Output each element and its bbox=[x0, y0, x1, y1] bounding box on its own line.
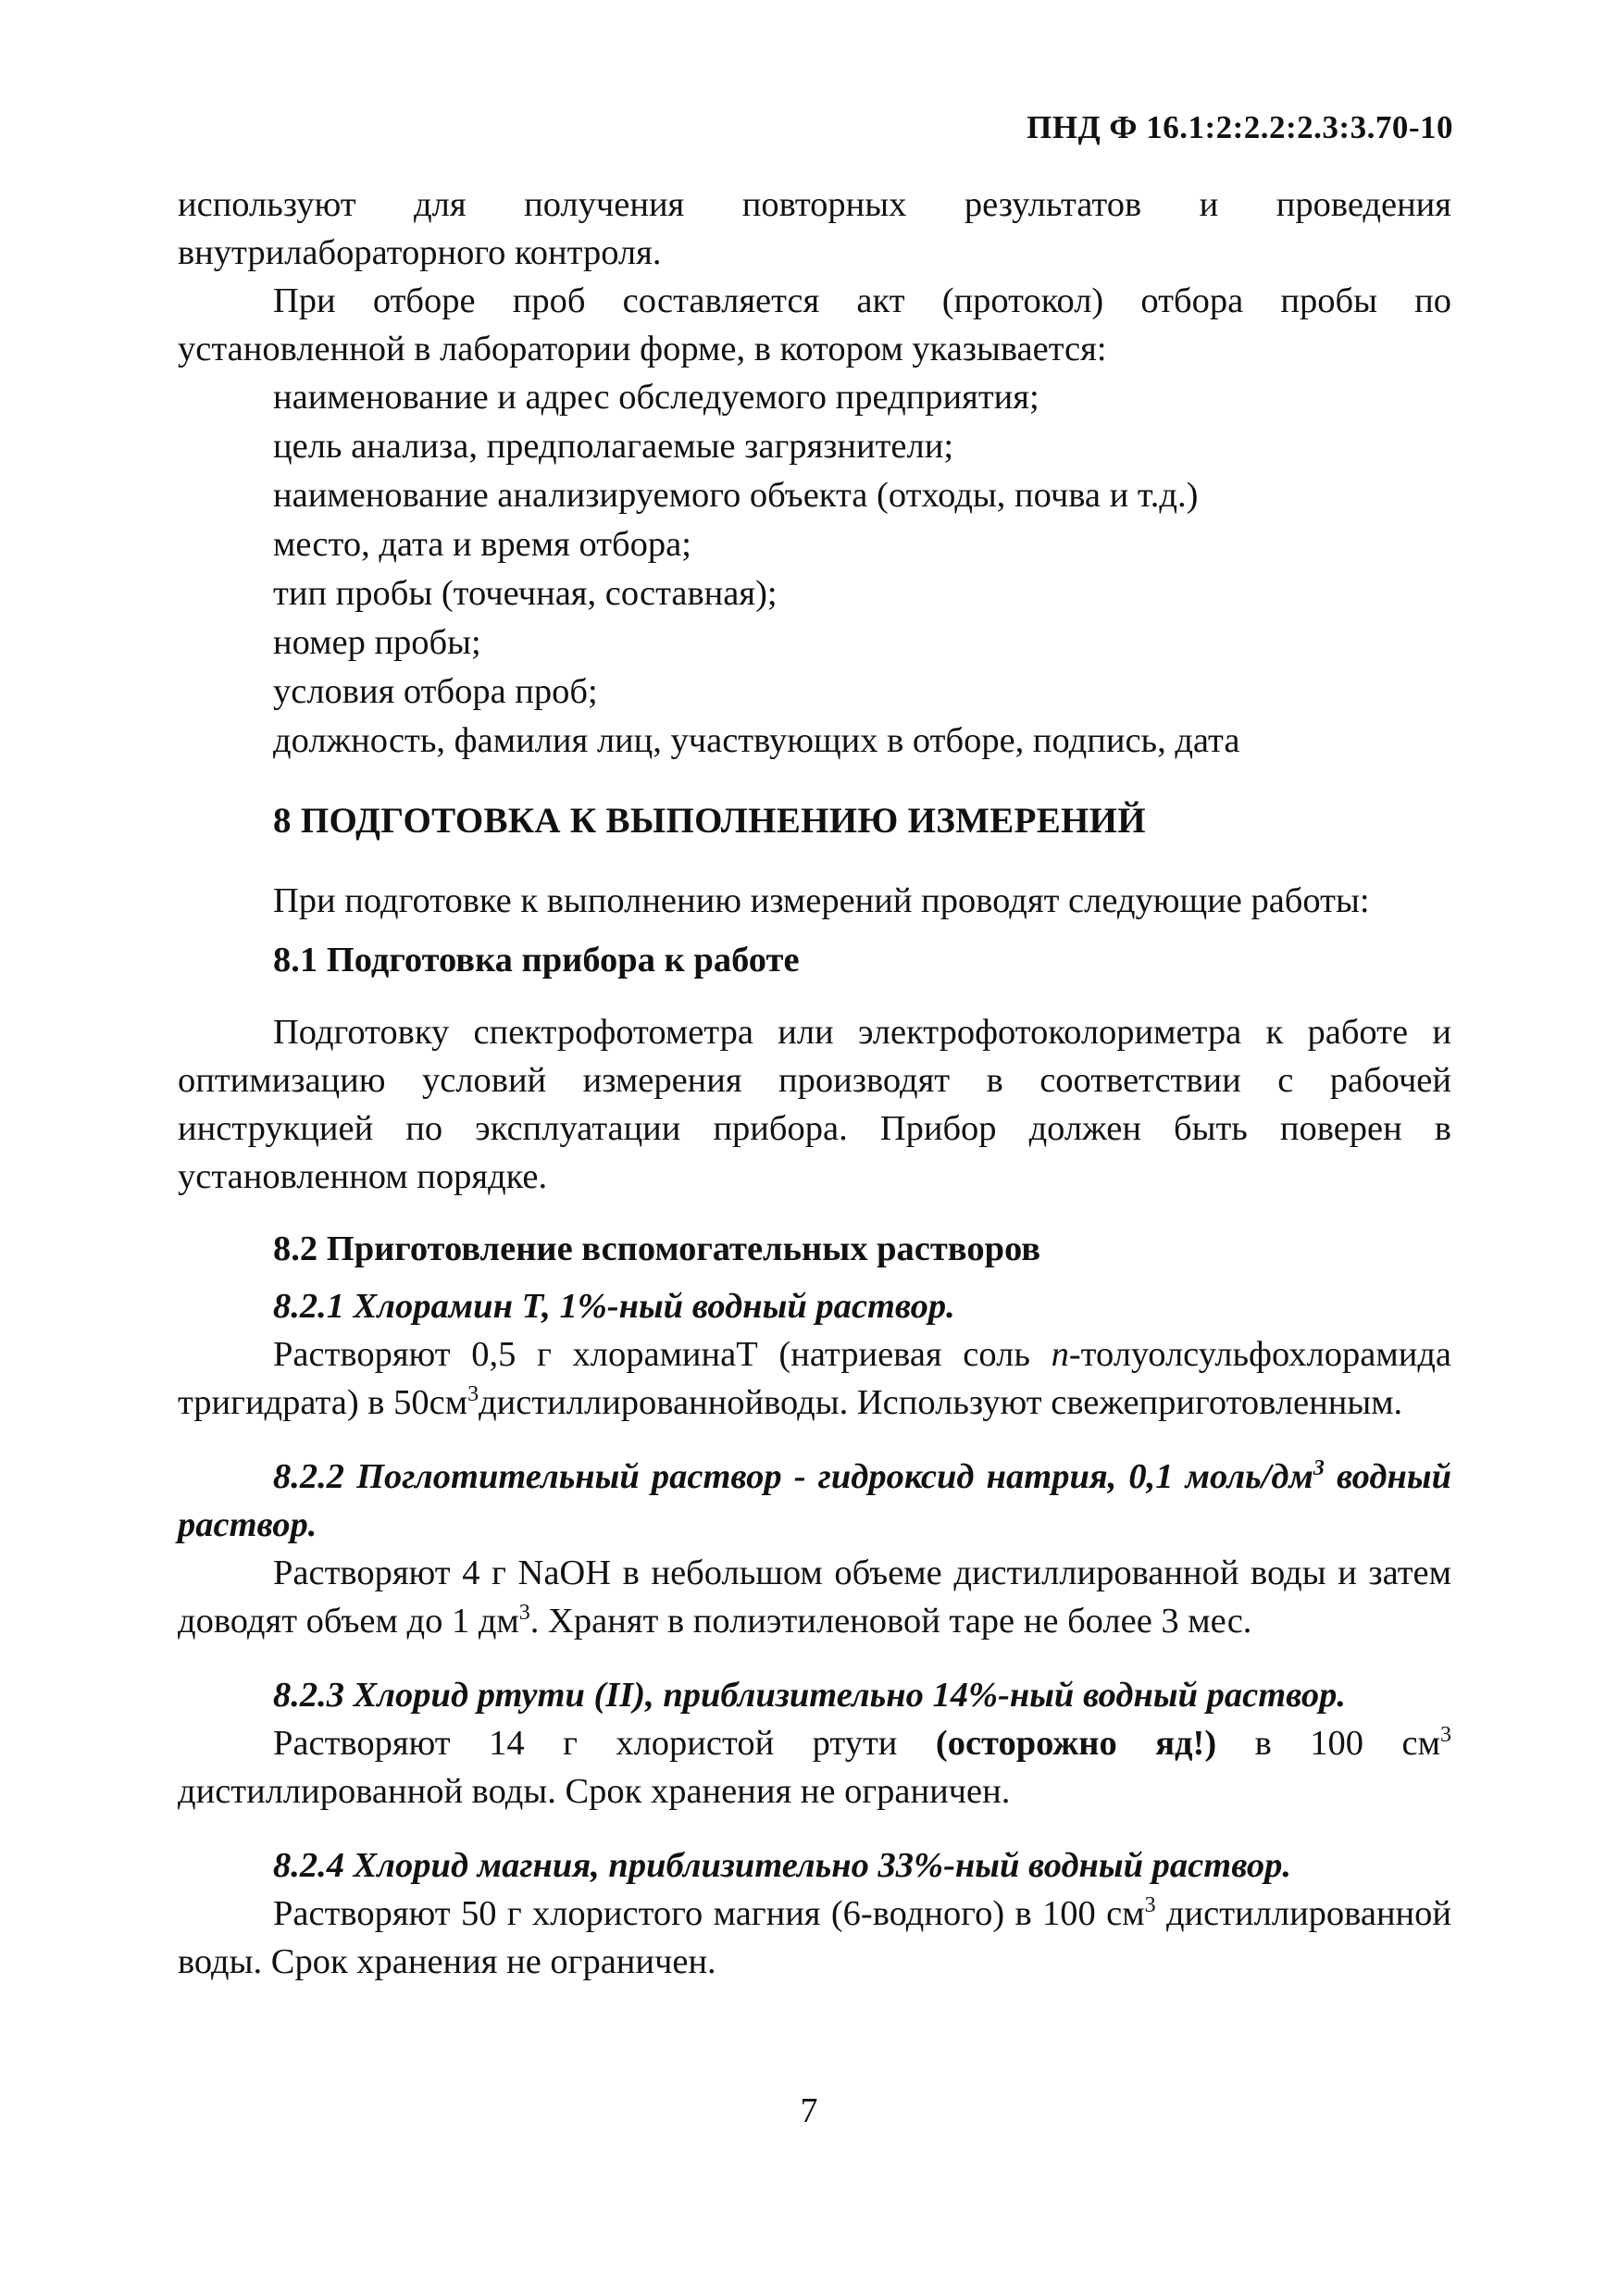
heading-run: водный раствор. bbox=[178, 1457, 1451, 1544]
text-run: дистиллированной воды. Срок хранения не ограничен. bbox=[178, 1894, 1452, 1981]
section-8-2-1-text bbox=[178, 1330, 1451, 1427]
section-8-1-heading: 8.1 Подготовка прибора к работе bbox=[273, 941, 800, 980]
text-run: в 100 см bbox=[1216, 1724, 1440, 1763]
list-item: наименование анализируемого объекта (отходы, почва и т.д.) bbox=[273, 476, 1199, 515]
section-8-2-3-text bbox=[178, 1719, 1451, 1816]
list-item: наименование и адрес обследуемого предприятия; bbox=[273, 378, 1039, 417]
text-run: -толуолсульфохлорамида тригидрата) в 50см bbox=[178, 1335, 1451, 1422]
list-item: место, дата и время отбора; bbox=[273, 525, 691, 564]
warning-text: (осторожно яд!) bbox=[935, 1724, 1217, 1763]
list-item: тип пробы (точечная, составная); bbox=[273, 574, 778, 613]
section-8-1-text: Подготовку спектрофотометра или электрофотоколориметра к работе и оптимизацию условий измерения производят в соответствии с рабочей инструкцией по эксплуатации прибора. Прибор должен быть поверен в установленном порядке. bbox=[178, 1013, 1451, 1196]
list-item: условия отбора проб; bbox=[273, 672, 598, 711]
text-run: Растворяют 50 г хлористого магния (6-водного) в 100 см bbox=[273, 1894, 1145, 1933]
document-code: ПНД Ф 16.1:2:2.2:2.3:3.70-10 bbox=[1027, 109, 1453, 145]
text-run: Растворяют 0,5 г хлораминаТ (натриевая соль bbox=[273, 1335, 1052, 1374]
intro-paragraph-1: используют для получения повторных результатов и проведения внутрилабораторного контроля. bbox=[178, 185, 1451, 272]
text-run: . Хранят в полиэтиленовой таре не более 3 мес. bbox=[529, 1602, 1252, 1641]
text-run: Растворяют 4 г NaOH в небольшом объеме дистиллированной воды и затем доводят объем до 1 дм bbox=[178, 1554, 1451, 1641]
heading-run: 8.2.2 Поглотительный раствор - гидроксид натрия, 0,1 моль/дм bbox=[273, 1457, 1313, 1496]
list-item: цель анализа, предполагаемые загрязнители; bbox=[273, 427, 954, 466]
text-run-italic: n bbox=[1051, 1335, 1069, 1374]
section-8-intro: При подготовке к выполнению измерений проводят следующие работы: bbox=[273, 881, 1370, 920]
act-items-list bbox=[178, 373, 1451, 766]
section-8-2-heading: 8.2 Приготовление вспомогательных растворов bbox=[273, 1229, 1041, 1268]
section-8-2-4-text bbox=[178, 1890, 1451, 1986]
page-content bbox=[178, 181, 1451, 1986]
text-run: дистиллированной воды. Срок хранения не ограничен. bbox=[178, 1772, 1011, 1811]
section-8-2-4-heading: 8.2.4 Хлорид магния, приблизительно 33%-ный водный раствор. bbox=[273, 1846, 1292, 1885]
superscript: 3 bbox=[518, 1601, 530, 1626]
superscript: 3 bbox=[467, 1382, 479, 1407]
section-8-2-1-heading: 8.2.1 Хлорамин Т, 1%-ный водный раствор. bbox=[273, 1287, 955, 1326]
page-number: 7 bbox=[800, 2091, 818, 2130]
text-run: дистиллированнойводы. Используют свежеприготовленным. bbox=[479, 1383, 1403, 1422]
intro-paragraph-2: При отборе проб составляется акт (протокол) отбора пробы по установленной в лаборатории форме, в котором указывается: bbox=[178, 281, 1451, 368]
list-item: номер пробы; bbox=[273, 623, 481, 662]
section-8-2-2-text bbox=[178, 1549, 1451, 1645]
section-8-2-3-heading: 8.2.3 Хлорид ртути (II), приблизительно 14%-ный водный раствор. bbox=[273, 1676, 1346, 1715]
text-run: Растворяют 14 г хлористой ртути bbox=[273, 1724, 936, 1763]
superscript: 3 bbox=[1440, 1723, 1451, 1748]
section-8-2-2-heading bbox=[178, 1453, 1451, 1549]
section-8-heading: 8 ПОДГОТОВКА К ВЫПОЛНЕНИЮ ИЗМЕРЕНИЙ bbox=[273, 801, 1146, 841]
list-item: должность, фамилия лиц, участвующих в отборе, подпись, дата bbox=[273, 721, 1240, 760]
superscript: 3 bbox=[1144, 1893, 1156, 1918]
superscript: 3 bbox=[1313, 1456, 1325, 1481]
